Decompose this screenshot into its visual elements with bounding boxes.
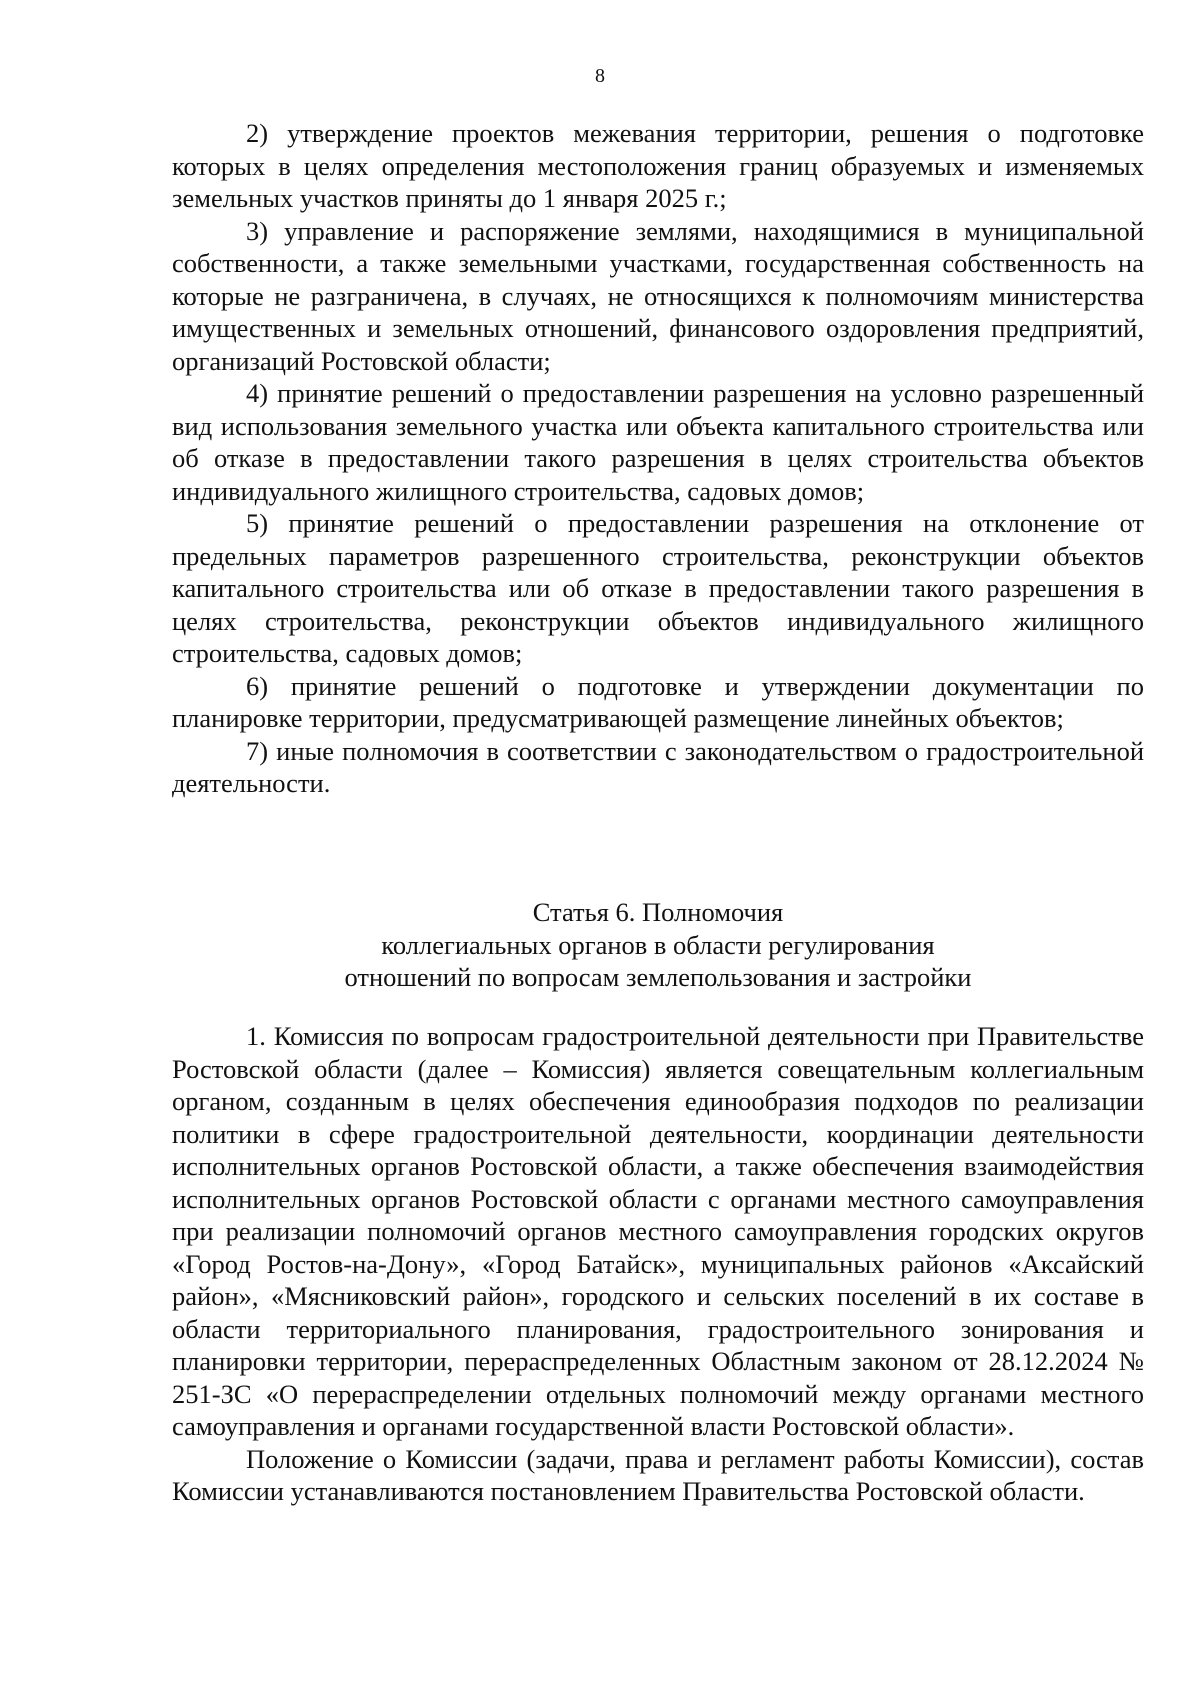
list-item: 2) утверждение проектов межевания территории, решения о подготовке которых в целях определения местоположения границ образуемых и изменяемых земельных участков приняты до 1 января 2025 г.; bbox=[172, 118, 1144, 213]
powers-list bbox=[172, 117, 1144, 800]
list-item: 4) принятие решений о предоставлении разрешения на условно разрешенный вид использования земельного участка или объекта капитального строительства или об отказе в предоставлении такого разрешения в целях строительства объектов индивидуального жилищного строительства, садовых домов; bbox=[172, 378, 1144, 506]
page-number: 8 bbox=[595, 65, 605, 87]
article-heading-line: Статья 6. Полномочия bbox=[532, 897, 784, 927]
article-paragraph: Положение о Комиссии (задачи, права и регламент работы Комиссии), состав Комиссии устанавливаются постановлением Правительства Ростовской области. bbox=[172, 1443, 1144, 1506]
article-heading-line: коллегиальных органов в области регулирования bbox=[381, 929, 935, 960]
article-body bbox=[172, 1020, 1144, 1508]
list-item: 5) принятие решений о предоставлении разрешения на отклонение от предельных параметров разрешенного строительства, реконструкции объектов капитального строительства или об отказе в предоставлении такого разрешения в целях строительства, реконструкции объектов индивидуального жилищного строительства, садовых домов; bbox=[172, 508, 1144, 668]
list-item: 7) иные полномочия в соответствии с законодательством о градостроительной деятельности. bbox=[172, 735, 1144, 798]
list-item: 3) управление и распоряжение землями, находящимися в муниципальной собственности, а также земельными участками, государственная собственность на которые не разграничена, в случаях, не относящихся к полномочиям министерства имущественных и земельных отношений, финансового оздоровления предприятий, организаций Ростовской области; bbox=[172, 215, 1144, 376]
list-item: 6) принятие решений о подготовке и утверждении документации по планировке территории, предусматривающей размещение линейных объектов; bbox=[172, 670, 1144, 733]
article-paragraph: 1. Комиссия по вопросам градостроительной деятельности при Правительстве Ростовской области (далее – Комиссия) является совещательным коллегиальным органом, созданным в целях обеспечения единообразия подходов по реализации политики в сфере градостроительной деятельности, координации деятельности исполнительных органов Ростовской области, а также обеспечения взаимодействия исполнительных органов Ростовской области с органами местного самоуправления при реализации полномочий органов местного самоуправления городских округов «Город Ростов-на-Дону», «Город Батайск», муниципальных районов «Аксайский район», «Мясниковский район», городского и сельских поселений в их составе в области территориального планирования, градостроительного зонирования и планировки территории, перераспределенных Областным законом от 28.12.2024 № 251-ЗС «О перераспределении отдельных полномочий между органами местного самоуправления и органами государственной власти Ростовской области». bbox=[172, 1021, 1144, 1441]
article-heading-line: отношений по вопросам землепользования и застройки bbox=[344, 962, 972, 992]
article-heading bbox=[172, 896, 1144, 994]
